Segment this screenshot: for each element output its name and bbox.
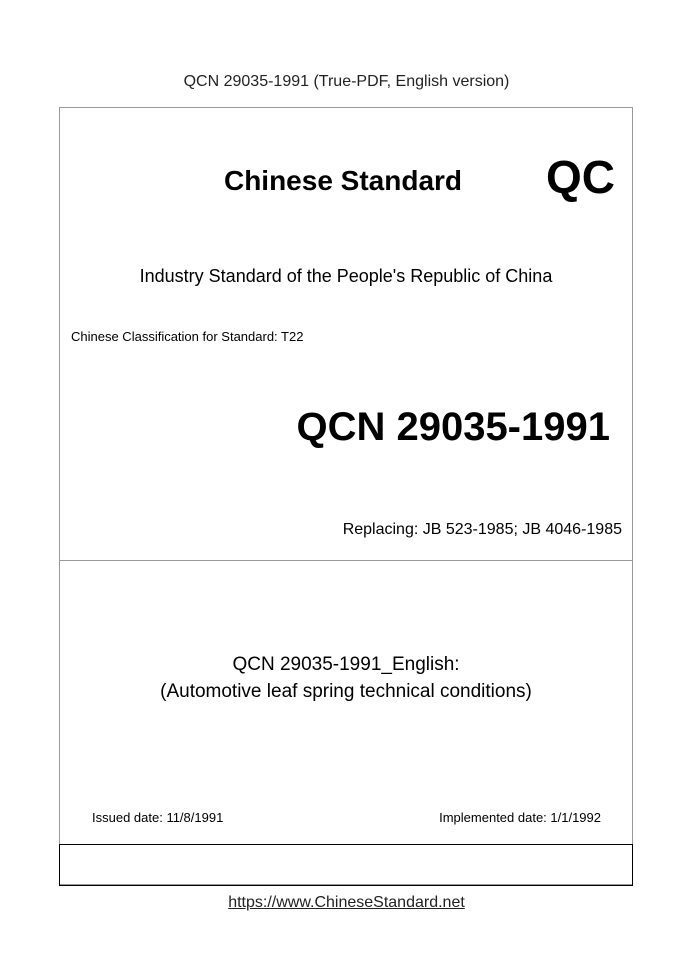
classification-line: Chinese Classification for Standard: T22 — [71, 329, 304, 344]
replacing-line: Replacing: JB 523-1985; JB 4046-1985 — [342, 521, 622, 538]
cover-title: Chinese Standard — [223, 165, 463, 196]
standard-mark: QC — [546, 151, 615, 203]
english-title-line-1: QCN 29035-1991_English: — [232, 654, 460, 675]
section-divider — [60, 560, 632, 561]
english-title-line-2: (Automotive leaf spring technical conditions) — [160, 681, 532, 702]
industry-standard-line: Industry Standard of the People's Republic of China — [139, 266, 553, 286]
footer — [0, 892, 693, 914]
cover-frame — [59, 107, 633, 885]
publisher-box — [59, 844, 633, 886]
standard-number: QCN 29035-1991 — [296, 405, 610, 449]
implemented-date: Implemented date: 1/1/1992 — [439, 810, 601, 825]
english-title — [60, 651, 632, 705]
website-link[interactable]: https://www.ChineseStandard.net — [228, 894, 465, 911]
page-header: QCN 29035-1991 (True-PDF, English version) — [183, 73, 510, 90]
issued-date: Issued date: 11/8/1991 — [92, 810, 224, 825]
